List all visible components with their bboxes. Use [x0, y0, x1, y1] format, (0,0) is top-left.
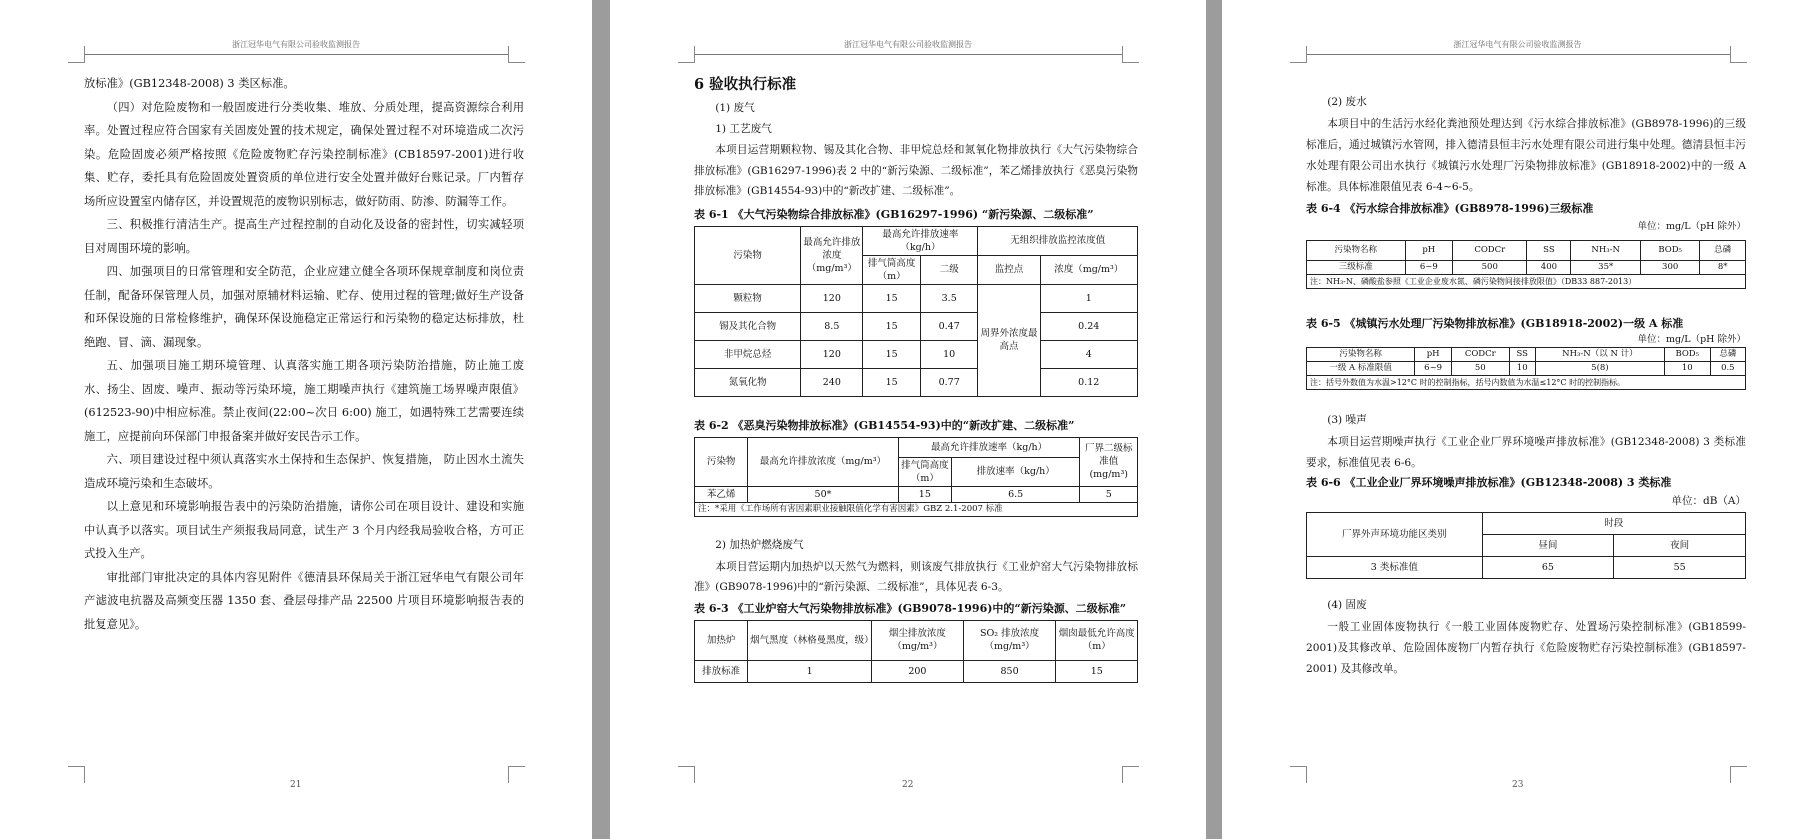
paragraph: （四）对危险废物和一般固废进行分类收集、堆放、分质处理，提高资源综合利用率。处置过程应符合国家有关固废处置的技术规定，确保处置过程不对环境造成二次污染。危险固废必须严格按照《危险废物贮存污染控制标准》(CB18597-2001)进行收集、贮存，委托具有危险固废处置资质的单位进行安全处置并做好台账记录。厂内暂存场所应设置室内储存区，并设置规范的废物识别标志，做好防雨、防渗、防漏等工作。 — [84, 100, 524, 208]
cell: 200 — [872, 660, 963, 682]
col-header: 污染物 — [695, 437, 748, 486]
col-header: 总磷 — [1710, 348, 1745, 362]
cell: 0.47 — [920, 312, 978, 340]
paragraph: 本项目运营期噪声执行《工业企业厂界环境噪声排放标准》(GB12348-2008) 3 类标准要求，标准值见表 6-6。 — [1306, 436, 1746, 469]
unit-label: 单位：dB（A） — [1671, 495, 1746, 507]
cell: 0.77 — [920, 368, 978, 396]
page-number: 22 — [902, 780, 914, 790]
paragraph: 三、积极推行清洁生产。提高生产过程控制的自动化及设备的密封性，切实减轻项目对周围环境的影响。 — [84, 218, 524, 255]
crop-mark — [508, 766, 525, 783]
cell: 周界外浓度最高点 — [978, 284, 1040, 396]
table-6-5 — [1306, 347, 1746, 376]
col-header: 最高允许排放速率（kg/h） — [863, 226, 978, 255]
cell: 氮氧化物 — [695, 368, 801, 396]
cell: 4 — [1040, 340, 1138, 368]
crop-mark — [68, 46, 85, 63]
table-6-6 — [1306, 512, 1746, 579]
cell: 苯乙烯 — [695, 486, 748, 502]
col-header: 最高允许排放浓度（mg/m³） — [801, 226, 863, 284]
table-6-3 — [694, 620, 1138, 683]
paragraph: 本项目中的生活污水经化粪池预处理达到《污水综合排放标准》(GB8978-1996)的三级标准后，通过城镇污水管网，排入德清县恒丰污水处理有限公司进行集中处理。德清县恒丰污水处理有限公司出水执行《城镇污水处理厂污染物排放标准》(GB18918-2002)中的一级 A 标准。具体标准限值见表 6-4~6-5。 — [1306, 118, 1746, 193]
cell: 8* — [1700, 261, 1746, 275]
cell: 50* — [748, 486, 899, 502]
table-caption: 表 6-3 《工业炉窑大气污染物排放标准》(GB9078-1996)中的“新污染源、二级标准” — [694, 601, 1127, 615]
paragraph: 审批部门审批决定的具体内容见附件《德清县环保局关于浙江冠华电气有限公司年产滤波电抗器及高频变压器 1350 套、叠层母排产品 22500 片项目环境影响报告表的批复意见》。 — [84, 570, 524, 631]
cell: 10 — [920, 340, 978, 368]
page-22 — [610, 0, 1206, 839]
subheading: (3) 噪声 — [1327, 414, 1367, 426]
col-header: 烟尘排放浓度（mg/m³） — [872, 620, 963, 660]
cell: 三级标准 — [1307, 261, 1406, 275]
crop-mark — [1730, 766, 1747, 783]
crop-mark — [678, 766, 695, 783]
col-header: 排气筒高度（m） — [898, 457, 951, 486]
cell: 3.5 — [920, 284, 978, 312]
cell: 15 — [1056, 660, 1138, 682]
cell: 120 — [801, 340, 863, 368]
crop-mark — [68, 766, 85, 783]
col-header: BOD₅ — [1641, 241, 1700, 261]
section-title: 6 验收执行标准 — [694, 76, 797, 93]
crop-mark — [1290, 766, 1307, 783]
paragraph: 本项目营运期内加热炉以天然气为燃料，则该废气排放执行《工业炉窑大气污染物排放标准》(GB9078-1996)中的“新污染源、二级标准”，具体见表 6-3。 — [694, 560, 1138, 593]
crop-mark — [678, 46, 695, 63]
cell: 1 — [1040, 284, 1138, 312]
cell: 5 — [1080, 486, 1138, 502]
cell: 10 — [1664, 362, 1710, 376]
col-header: 总磷 — [1700, 241, 1746, 261]
cell: 6~9 — [1405, 261, 1453, 275]
crop-mark — [1122, 46, 1139, 63]
cell: 10 — [1509, 362, 1535, 376]
table-row — [695, 312, 1138, 340]
cell: 0.12 — [1040, 368, 1138, 396]
cell: 50 — [1452, 362, 1509, 376]
table-row — [1307, 557, 1746, 579]
cell: 3 类标准值 — [1307, 557, 1483, 579]
col-header: 污染物名称 — [1307, 348, 1415, 362]
cell: 65 — [1482, 557, 1614, 579]
paragraph: 一般工业固体废物执行《一般工业固体废物贮存、处置场污染控制标准》(GB18599-2001)及其修改单、危险固体废物厂内暂存执行《危险废物贮存污染控制标准》(GB18597-2001) 及其修改单。 — [1306, 621, 1746, 675]
col-header: 污染物 — [695, 226, 801, 284]
col-header: 无组织排放监控浓度值 — [978, 226, 1138, 255]
header-rule — [84, 54, 508, 55]
table-row — [695, 340, 1138, 368]
crop-mark — [1122, 766, 1139, 783]
col-header: 烟囱最低允许高度（m） — [1056, 620, 1138, 660]
table-row — [695, 660, 1138, 682]
cell: 15 — [863, 340, 921, 368]
col-header: CODCr — [1453, 241, 1527, 261]
crop-mark — [1290, 46, 1307, 63]
paragraph: 四、加强项目的日常管理和安全防范，企业应建立健全各项环保规章制度和岗位责任制，配备环保管理人员，加强对原辅材料运输、贮存、使用过程的管理;做好生产设备和环保设施的日常检修维护，确保环保设施稳定正常运行和污染物的稳定达标排放，杜绝跑、冒、滴、漏现象。 — [84, 265, 524, 349]
col-header: 厂界外声环境功能区类别 — [1307, 513, 1483, 557]
cell: 15 — [863, 312, 921, 340]
col-header: BOD₅ — [1664, 348, 1710, 362]
col-header: 排放速率（kg/h） — [951, 457, 1080, 486]
cell: 400 — [1527, 261, 1571, 275]
subheading: (2) 废水 — [1327, 96, 1367, 108]
subheading: (4) 固废 — [1327, 599, 1367, 611]
cell: 15 — [863, 284, 921, 312]
cell: 5(8) — [1535, 362, 1664, 376]
table-row — [1307, 362, 1746, 376]
table-row — [695, 486, 1138, 502]
page-body — [1306, 90, 1746, 680]
col-header: 厂界二级标准值(mg/m³) — [1080, 437, 1138, 486]
col-header: pH — [1415, 348, 1452, 362]
cell: 120 — [801, 284, 863, 312]
col-header: CODCr — [1452, 348, 1509, 362]
crop-mark — [508, 46, 525, 63]
col-header: SS — [1527, 241, 1571, 261]
table-6-2 — [694, 437, 1138, 503]
table-note: 注：NH₃-N、磷酸盐参照《工业企业废水氮、磷污染物间接排放限值》（DB33 887-2013） — [1306, 275, 1746, 289]
crop-mark — [1730, 46, 1747, 63]
header-rule — [1306, 54, 1730, 55]
col-header: 昼间 — [1482, 535, 1614, 557]
table-note: 注：*采用《工作场所有害因素职业接触限值化学有害因素》GBZ 2.1-2007 标准 — [694, 503, 1138, 517]
page-body — [84, 72, 524, 636]
running-header: 浙江冠华电气有限公司验收监测报告 — [1453, 40, 1582, 49]
col-header: 时段 — [1482, 513, 1745, 535]
table-caption: 表 6-1 《大气污染物综合排放标准》(GB16297-1996) “新污染源、二级标准” — [694, 207, 1094, 221]
cell: 0.5 — [1710, 362, 1745, 376]
cell: 6.5 — [951, 486, 1080, 502]
cell: 35* — [1571, 261, 1641, 275]
col-header: SS — [1509, 348, 1535, 362]
col-header: 监控点 — [978, 255, 1040, 284]
cell: 15 — [863, 368, 921, 396]
col-header: NH₃-N（以 N 计） — [1535, 348, 1664, 362]
page-body — [694, 72, 1138, 683]
page-number: 23 — [1512, 780, 1524, 790]
col-header: 二级 — [920, 255, 978, 284]
cell: 55 — [1614, 557, 1746, 579]
cell: 240 — [801, 368, 863, 396]
page-21 — [0, 0, 592, 839]
page-23 — [1222, 0, 1813, 839]
col-header: SO₂ 排放浓度（mg/m³） — [963, 620, 1056, 660]
paragraph: 五、加强项目施工期环境管理、认真落实施工期各项污染防治措施，防止施工废水、扬尘、固废、噪声、振动等污染环境，施工期噪声执行《建筑施工场界噪声限值》(612523-90)中相应标准。禁止夜间(22:00~次日 6:00) 施工，如遇特殊工艺需要连续施工，应提前向环保部门申报备案并做好安民告示工作。 — [84, 359, 524, 443]
col-header: pH — [1405, 241, 1453, 261]
paragraph: 六、项目建设过程中须认真落实水土保持和生态保护、恢复措施， 防止因水土流失造成环境污染和生态破坏。 — [84, 453, 524, 490]
col-header: 最高允许排放浓度（mg/m³） — [748, 437, 899, 486]
cell: 15 — [898, 486, 951, 502]
unit-label: 单位：mg/L（pH 除外） — [1637, 334, 1746, 345]
cell: 300 — [1641, 261, 1700, 275]
table-row — [695, 284, 1138, 312]
cell: 850 — [963, 660, 1056, 682]
cell: 0.24 — [1040, 312, 1138, 340]
table-caption: 表 6-2 《恶臭污染物排放标准》(GB14554-93)中的“新改扩建、二级标准” — [694, 418, 1075, 432]
cell: 一级 A 标准限值 — [1307, 362, 1415, 376]
running-header: 浙江冠华电气有限公司验收监测报告 — [844, 40, 972, 49]
table-caption: 表 6-4 《污水综合排放标准》(GB8978-1996)三级标准 — [1306, 202, 1594, 215]
col-header: 排气筒高度（m） — [863, 255, 921, 284]
table-row — [695, 368, 1138, 396]
page-number: 21 — [290, 780, 302, 790]
cell: 8.5 — [801, 312, 863, 340]
subheading: 2) 加热炉燃烧废气 — [715, 538, 804, 551]
header-rule — [694, 54, 1122, 55]
cell: 1 — [748, 660, 872, 682]
table-caption: 表 6-6 《工业企业厂界环境噪声排放标准》(GB12348-2008) 3 类标准 — [1306, 476, 1672, 489]
cell: 6~9 — [1415, 362, 1452, 376]
cell: 颗粒物 — [695, 284, 801, 312]
table-6-1 — [694, 226, 1138, 397]
subheading: (1) 废气 — [715, 102, 755, 114]
table-row — [1307, 261, 1746, 275]
table-6-4 — [1306, 240, 1746, 275]
col-header: 烟气黑度（林格曼黑度，级） — [748, 620, 872, 660]
table-note: 注：括号外数值为水温>12°C 时的控制指标，括号内数值为水温≤12°C 时的控制指标。 — [1306, 376, 1746, 390]
cell: 500 — [1453, 261, 1527, 275]
running-header: 浙江冠华电气有限公司验收监测报告 — [232, 40, 360, 49]
unit-label: 单位：mg/L（pH 除外） — [1637, 221, 1746, 232]
col-header: 加热炉 — [695, 620, 748, 660]
cell: 非甲烷总烃 — [695, 340, 801, 368]
cell: 锡及其化合物 — [695, 312, 801, 340]
col-header: 污染物名称 — [1307, 241, 1406, 261]
col-header: NH₃-N — [1571, 241, 1641, 261]
col-header: 浓度（mg/m³） — [1040, 255, 1138, 284]
paragraph: 以上意见和环境影响报告表中的污染防治措施，请你公司在项目设计、建设和实施中认真予以落实。项目试生产须报我局同意，试生产 3 个月内经我局验收合格，方可正式投入生产。 — [84, 500, 524, 560]
paragraph: 本项目运营期颗粒物、锡及其化合物、非甲烷总烃和氮氧化物排放执行《大气污染物综合排放标准》(GB16297-1996)表 2 中的“新污染源、二级标准”，苯乙烯排放执行《恶臭污染物排放标准》(GB14554-93)中的“新改扩建、二级标准”。 — [694, 144, 1138, 197]
table-caption: 表 6-5 《城镇污水处理厂污染物排放标准》(GB18918-2002)一级 A 标准 — [1306, 317, 1684, 330]
paragraph: 放标准》(GB12348-2008) 3 类区标准。 — [84, 77, 295, 90]
col-header: 最高允许排放速率（kg/h） — [898, 437, 1080, 457]
cell: 排放标准 — [695, 660, 748, 682]
col-header: 夜间 — [1614, 535, 1746, 557]
subheading: 1) 工艺废气 — [715, 123, 772, 135]
